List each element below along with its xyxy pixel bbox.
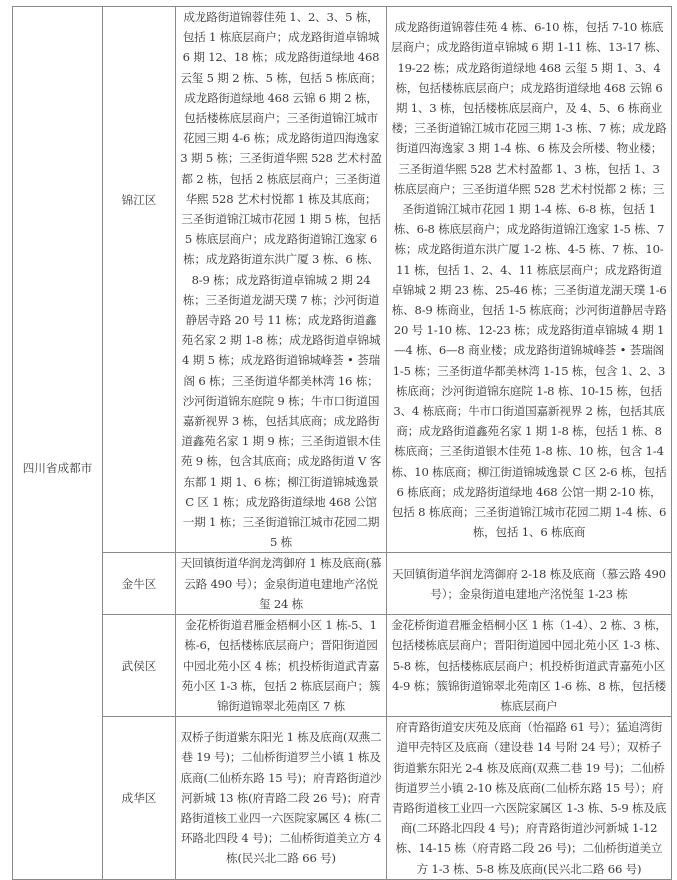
col-a-cell: 双桥子街道紫东阳光 1 栋及底商(双燕二巷 19 号)；二仙桥街道罗兰小镇 1 栋及底商(二仙桥东路 15 号)；府青路街道沙河新城 13 栋(府青路二段 26 号)；府青路街道核工业四一六医院家属区 4 栋(二环路北四段 4 号)；二仙桥街道美立方 4 栋(民兴北二路 66 号): [176, 717, 387, 880]
district-cell: [103, 553, 176, 615]
district-label: 金牛区: [121, 576, 157, 591]
city-cell: [13, 7, 103, 880]
district-label: 武侯区: [121, 658, 157, 673]
table-row: [13, 553, 672, 615]
col-a-cell: 金花桥街道君雁金梧桐小区 1 栋-5、1 栋-6，包括楼栋底层商户；晋阳街道园中园北苑小区 4 栋；机投桥街道武青嘉苑小区 1-3 栋，包括 2 栋底层商户；簇锦街道锦翠北苑南区 7 栋: [176, 615, 387, 717]
district-label: 锦江区: [121, 192, 157, 207]
table-row: [13, 615, 672, 717]
district-cell: [103, 7, 176, 553]
col-b-cell: 金花桥街道君雁金梧桐小区 1 栋（1-4）、2 栋、3 栋，包括楼栋底层商户；晋阳街道园中园北苑小区 1-3 栋、5-8 栋，包括楼栋底层商户；机投桥街道武青嘉苑小区 4-9 栋；簇锦街道锦翠北苑南区 1-6 栋、8 栋，包括楼栋底层商户: [387, 615, 672, 717]
district-label: 成华区: [121, 790, 157, 805]
col-b-cell: 成龙路街道锦蓉佳苑 4 栋、6-10 栋，包括 7-10 栋底层商户；成龙路街道卓锦城 6 期 1-11 栋、13-17 栋、19-22 栋；成龙路街道绿地 468 云玺 5 期 1、3、4 栋，包括楼栋底层商户；成龙路街道绿地 468 云锦 6 期 1、3 栋，包括楼栋底层商户，及 4、5、6 栋商业楼；三圣街道锦江城市花园三期 1-3 栋、7 栋；成龙路街道四海逸家 3 期 1-4 栋、6 栋及会所楼、物业楼；三圣街道华熙 528 艺术村盈都 1、3 栋，包括 1、3 栋底层商户；三圣街道华熙 528 艺术村悦都 2 栋；三圣街道锦江城市花园 1 期 1-4 栋、6-8 栋，包括 1 栋、6-8 栋底层商户；成龙路街道锦江逸家 1-5 栋、7 栋；成龙路街道东洪广厦 1-2 栋、4-5 栋、7 栋、10-11 栋，包括 1、2、4、11 栋底层商户；成龙路街道卓锦城 2 期 23 栋、25-46 栋；三圣街道龙湖天璞 1-6 栋、8-9 栋商业，包括 1-5 栋底商；沙河街道静居寺路 20 号 1-10 栋、12-23 栋；成龙路街道卓锦城 4 期 1—4 栋、6—8 商业楼；成龙路街道锦城峰荟 • 荟瑞阁 1-5 栋；三圣街道华都美林湾 1-15 栋，包含 1、2、3 栋底商；沙河街道锦东庭院 1-8 栋、10-15 栋，包括 3、4 栋底商；牛市口街道国嘉新视界 2 栋，包括其底商；成龙路街道鑫苑名家 1 期 1-8 栋，包括 1 栋、8 栋底商；三圣街道银木佳苑 1-8 栋、10 栋，包含 1-4 栋、10 栋底商；柳江街道锦城逸景 C 区 2-6 栋，包括 6 栋底商；成龙路街道绿地 468 公馆一期 2-10 栋，包括 8 栋底商；三圣街道锦江城市花园二期 1-4 栋、6 栋，包括 1、6 栋底商: [387, 7, 672, 553]
col-b-cell: 府青路街道安庆苑及底商（怡福路 61 号）；猛追湾街道甲壳特区及底商（建设巷 14 号附 24 号）；双桥子街道紫东阳光 2-4 栋及底商(双燕二巷 19 号)；二仙桥街道罗兰小镇 2-10 栋及底商(二仙桥东路 15 号）；府青路街道核工业四一六医院家属区 1-3 栋、5-9 栋及底商(二环路北四段 4 号)；府青路街道沙河新城 1-12 栋、14-15 栋（府青路二段 26 号)；二仙桥街道美立方 1-3 栋、5-8 栋及底商(民兴北二路 66 号): [387, 717, 672, 880]
district-cell: [103, 717, 176, 880]
table-row: [13, 7, 672, 553]
area-table: [12, 6, 672, 880]
table-row: [13, 717, 672, 880]
district-cell: [103, 615, 176, 717]
city-label: 四川省成都市: [22, 460, 93, 475]
col-b-cell: 天回镇街道华润龙湾御府 2-18 栋及底商（慕云路 490 号）；金泉街道电建地产洺悦玺 1-23 栋: [387, 553, 672, 615]
col-a-cell: 天回镇街道华润龙湾御府 1 栋及底商(慕云路 490 号）；金泉街道电建地产洺悦玺 24 栋: [176, 553, 387, 615]
col-a-cell: 成龙路街道锦蓉佳苑 1、2、3、5 栋，包括 1 栋底层商户；成龙路街道卓锦城 6 期 12、18 栋；成龙路街道绿地 468 云玺 5 期 2 栋、5 栋，包括 5 栋底商；成龙路街道绿地 468 云锦 6 期 2 栋，包括楼栋底层商户；三圣街道锦江城市花园三期 4-6 栋；成龙路街道四海逸家 3 期 5 栋；三圣街道华熙 528 艺术村盈都 2 栋，包括 2 栋底层商户；三圣街道华熙 528 艺术村悦都 1 栋及其底商；三圣街道锦江城市花园 1 期 5 栋，包括 5 栋底层商户；成龙路街道锦江逸家 6 栋；成龙路街道东洪广厦 3 栋、6 栋、8-9 栋；成龙路街道卓锦城 2 期 24 栋；三圣街道龙湖天璞 7 栋；沙河街道静居寺路 20 号 11 栋；成龙路街道鑫苑名家 2 期 1-8 栋；成龙路街道卓锦城 4 期 5 栋；成龙路街道锦城峰荟 • 荟瑞阁 6 栋；三圣街道华都美林湾 16 栋；沙河街道锦东庭院 9 栋；牛市口街道国嘉新视界 3 栋，包括其底商；成龙路街道鑫苑名家 1 期 9 栋；三圣街道银木佳苑 9 栋，包含其底商；成龙路街道 V 客东都 1 期 1、6 栋；柳江街道锦城逸景 C 区 1 栋；成龙路街道绿地 468 公馆一期 1 栋；三圣街道锦江城市花园二期 5 栋: [176, 7, 387, 553]
